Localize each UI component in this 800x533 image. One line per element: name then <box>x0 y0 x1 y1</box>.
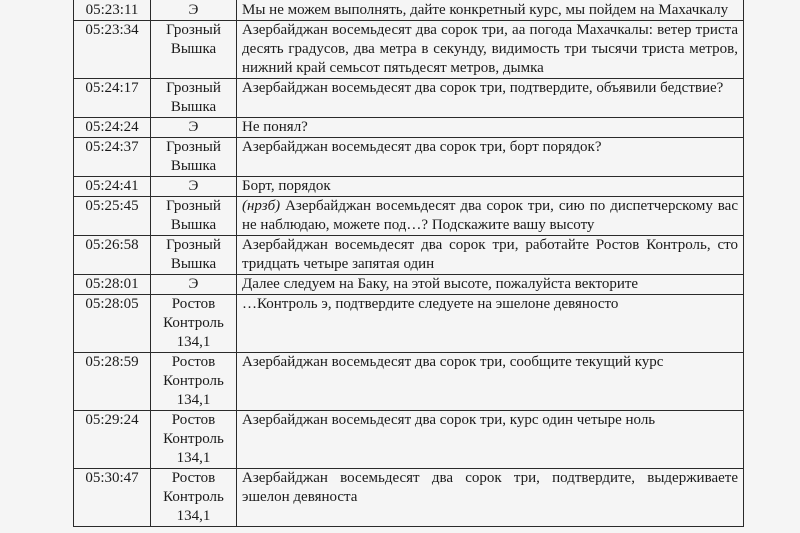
source-cell: Ростов Контроль 134,1 <box>151 353 237 411</box>
table-row <box>74 138 744 177</box>
message-cell: Азербайджан восемьдесят два сорок три, подтвердите, объявили бедствие? <box>237 79 744 118</box>
time-cell: 05:24:24 <box>74 118 151 138</box>
time-cell: 05:28:05 <box>74 295 151 353</box>
table-row <box>74 177 744 197</box>
radio-transcript-table <box>73 0 744 527</box>
time-cell: 05:28:59 <box>74 353 151 411</box>
message-cell: Азербайджан восемьдесят два сорок три, подтвердите, выдерживаете эшелон девяноста <box>237 469 744 527</box>
message-cell: Азербайджан восемьдесят два сорок три, сообщите текущий курс <box>237 353 744 411</box>
table-row <box>74 197 744 236</box>
time-cell: 05:24:41 <box>74 177 151 197</box>
source-cell: Ростов Контроль 134,1 <box>151 411 237 469</box>
table-row <box>74 21 744 79</box>
message-cell: Азербайджан восемьдесят два сорок три, курс один четыре ноль <box>237 411 744 469</box>
message-cell: Азербайджан восемьдесят два сорок три, борт порядок? <box>237 138 744 177</box>
message-cell: Азербайджан восемьдесят два сорок три, аа погода Махачкалы: ветер триста десять градусов, два метра в секунду, видимость три тысячи триста метров, нижний край семьсот пятьдесят метров, дымка <box>237 21 744 79</box>
source-cell: Грозный Вышка <box>151 236 237 275</box>
time-cell: 05:24:17 <box>74 79 151 118</box>
time-cell: 05:23:11 <box>74 0 151 21</box>
time-cell: 05:28:01 <box>74 275 151 295</box>
message-cell: Не понял? <box>237 118 744 138</box>
time-cell: 05:26:58 <box>74 236 151 275</box>
source-cell: Грозный Вышка <box>151 79 237 118</box>
source-cell: Э <box>151 177 237 197</box>
source-cell: Ростов Контроль 134,1 <box>151 295 237 353</box>
table-row <box>74 118 744 138</box>
table-row <box>74 236 744 275</box>
table-row <box>74 353 744 411</box>
source-cell: Грозный Вышка <box>151 138 237 177</box>
message-cell: Борт, порядок <box>237 177 744 197</box>
time-cell: 05:29:24 <box>74 411 151 469</box>
source-cell: Ростов Контроль 134,1 <box>151 469 237 527</box>
table-row <box>74 469 744 527</box>
time-cell: 05:24:37 <box>74 138 151 177</box>
table-row <box>74 79 744 118</box>
source-cell: Грозный Вышка <box>151 21 237 79</box>
illegible-marker: (нрзб) <box>242 198 281 214</box>
time-cell: 05:25:45 <box>74 197 151 236</box>
source-cell: Э <box>151 0 237 21</box>
time-cell: 05:23:34 <box>74 21 151 79</box>
message-cell: Азербайджан восемьдесят два сорок три, работайте Ростов Контроль, сто тридцать четыре запятая один <box>237 236 744 275</box>
table-row <box>74 275 744 295</box>
message-cell: Далее следуем на Баку, на этой высоте, пожалуйста векторите <box>237 275 744 295</box>
message-cell <box>237 197 744 236</box>
message-cell: …Контроль э, подтвердите следуете на эшелоне девяносто <box>237 295 744 353</box>
table-row <box>74 411 744 469</box>
message-text: Азербайджан восемьдесят два сорок три, сию по диспетчерскому вас не наблюдаю, можете под…? Подскажите вашу высоту <box>242 198 738 233</box>
time-cell: 05:30:47 <box>74 469 151 527</box>
message-cell: Мы не можем выполнять, дайте конкретный курс, мы пойдем на Махачкалу <box>237 0 744 21</box>
source-cell: Грозный Вышка <box>151 197 237 236</box>
source-cell: Э <box>151 275 237 295</box>
table-row <box>74 0 744 21</box>
table-row <box>74 295 744 353</box>
source-cell: Э <box>151 118 237 138</box>
